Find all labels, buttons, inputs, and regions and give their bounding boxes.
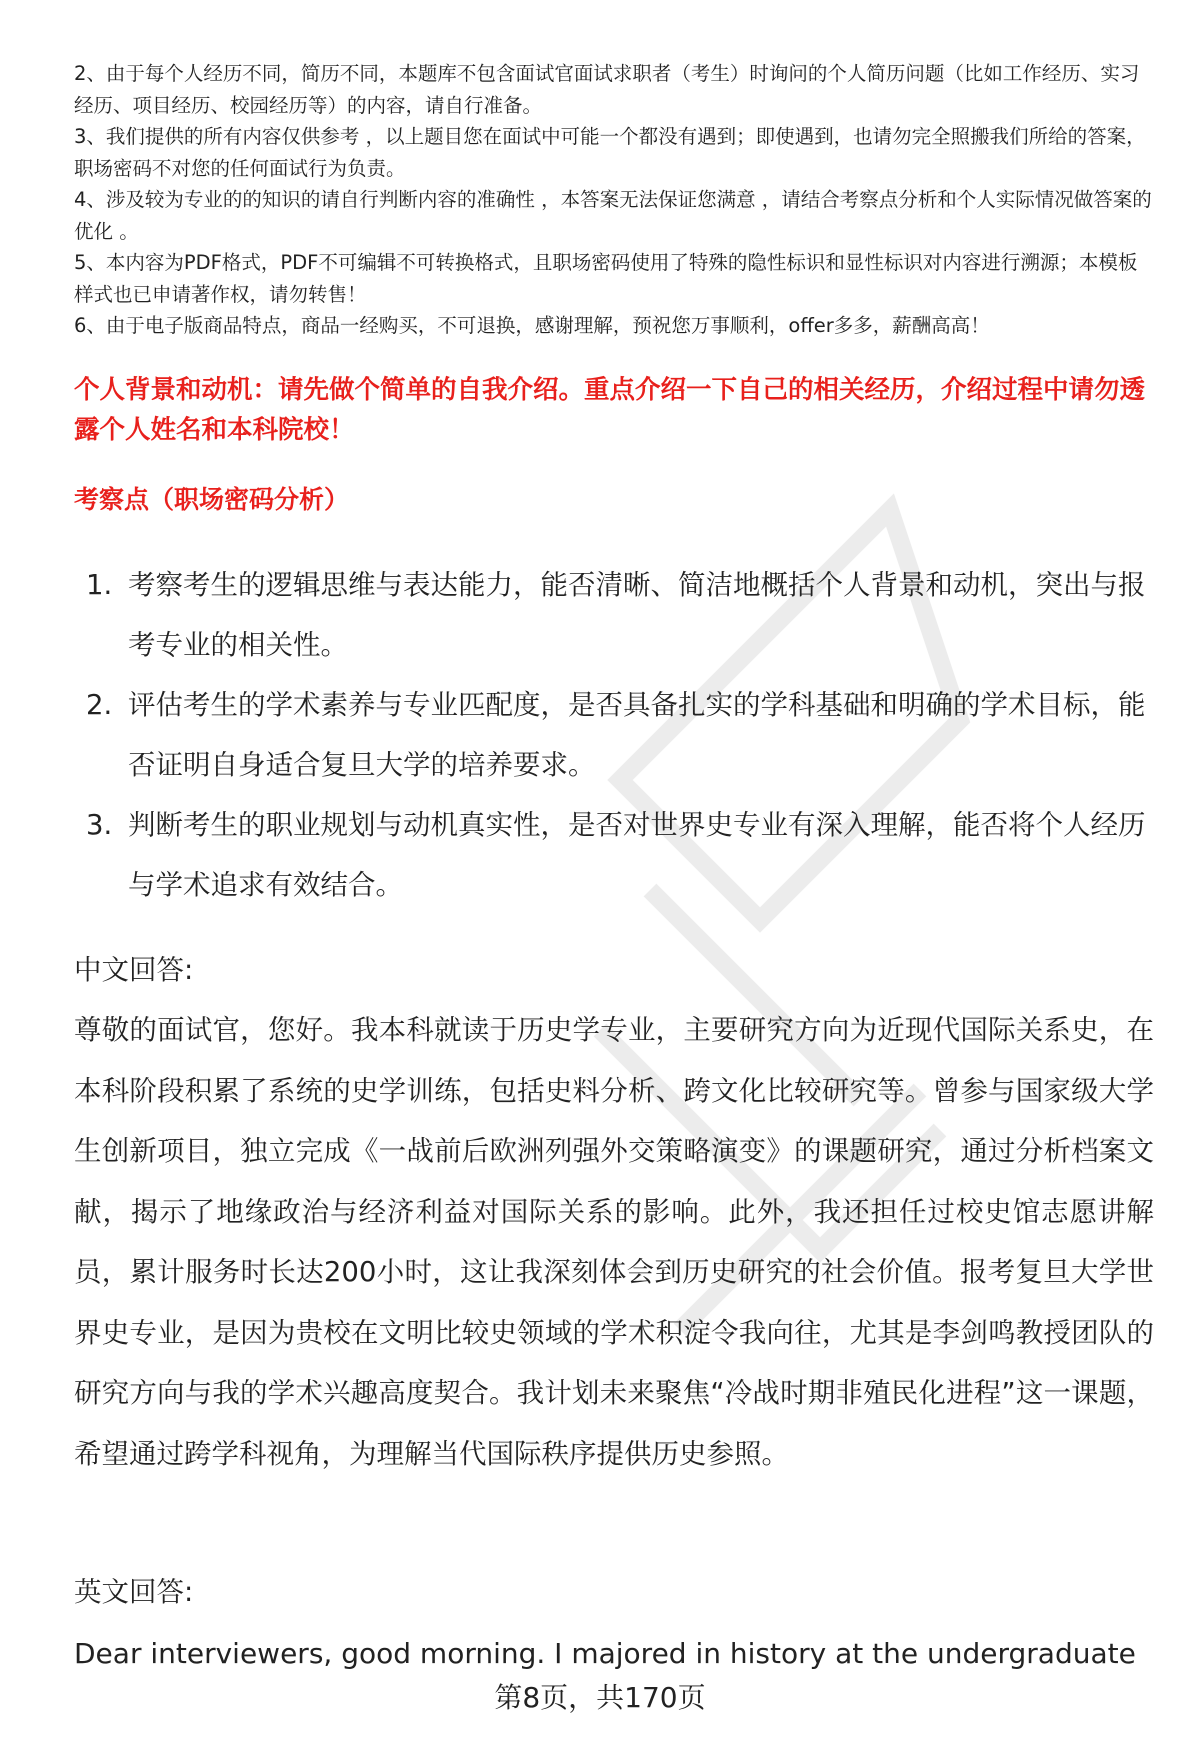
point-number: 3. <box>86 809 113 841</box>
analysis-point <box>74 795 1154 915</box>
point-text: 评估考生的学术素养与专业匹配度，是否具备扎实的学科基础和明确的学术目标，能否证明自身适合复旦大学的培养要求。 <box>128 689 1146 781</box>
note-item: 2、由于每个人经历不同，简历不同，本题库不包含面试官面试求职者（考生）时询问的个人简历问题（比如工作经历、实习经历、项目经历、校园经历等）的内容，请自行准备。 <box>74 62 1140 117</box>
point-text: 判断考生的职业规划与动机真实性，是否对世界史专业有深入理解，能否将个人经历与学术追求有效结合。 <box>128 809 1146 901</box>
point-number: 1. <box>86 569 113 601</box>
point-number: 2. <box>86 689 113 721</box>
chinese-answer: 尊敬的面试官，您好。我本科就读于历史学专业，主要研究方向为近现代国际关系史，在本科阶段积累了系统的史学训练，包括史料分析、跨文化比较研究等。曾参与国家级大学生创新项目，独立完成《一战前后欧洲列强外交策略演变》的课题研究，通过分析档案文献，揭示了地缘政治与经济利益对国际关系的影响。此外，我还担任过校史馆志愿讲解员，累计服务时长达200小时，这让我深刻体会到历史研究的社会价值。报考复旦大学世界史专业，是因为贵校在文明比较史领域的学术积淀令我向往，尤其是李剑鸣教授团队的研究方向与我的学术兴趣高度契合。我计划未来聚焦“冷战时期非殖民化进程”这一课题，希望通过跨学科视角，为理解当代国际秩序提供历史参照。 <box>74 1014 1154 1470</box>
note-item: 4、涉及较为专业的的知识的请自行判断内容的准确性 ，本答案无法保证您满意 ，请结合考察点分析和个人实际情况做答案的优化 。 <box>74 188 1152 243</box>
analysis-points <box>74 555 1154 915</box>
analysis-point <box>74 555 1154 675</box>
disclaimer-notes <box>74 58 1154 342</box>
english-answer-label: 英文回答: <box>74 1576 194 1608</box>
english-answer: Dear interviewers, good morning. I majored in history at the undergraduate <box>74 1637 1136 1670</box>
point-text: 考察考生的逻辑思维与表达能力，能否清晰、简洁地概括个人背景和动机，突出与报考专业的相关性。 <box>128 569 1146 661</box>
chinese-answer-label: 中文回答: <box>74 954 194 986</box>
note-item: 3、我们提供的所有内容仅供参考 ，以上题目您在面试中可能一个都没有遇到；即使遇到，也请勿完全照搬我们所给的答案，职场密码不对您的任何面试行为负责。 <box>74 125 1146 180</box>
page-footer: 第8页，共170页 <box>494 1681 706 1714</box>
note-item: 5、本内容为PDF格式，PDF不可编辑不可转换格式，且职场密码使用了特殊的隐性标识和显性标识对内容进行溯源；本模板样式也已申请著作权，请勿转售！ <box>74 251 1138 306</box>
note-item: 6、由于电子版商品特点，商品一经购买，不可退换，感谢理解，预祝您万事顺利，offer多多，薪酬高高！ <box>74 314 990 337</box>
question-heading: 个人背景和动机：请先做个简单的自我介绍。重点介绍一下自己的相关经历，介绍过程中请勿透露个人姓名和本科院校！ <box>74 375 1146 445</box>
analysis-title: 考察点（职场密码分析） <box>74 485 350 514</box>
analysis-point <box>74 675 1154 795</box>
